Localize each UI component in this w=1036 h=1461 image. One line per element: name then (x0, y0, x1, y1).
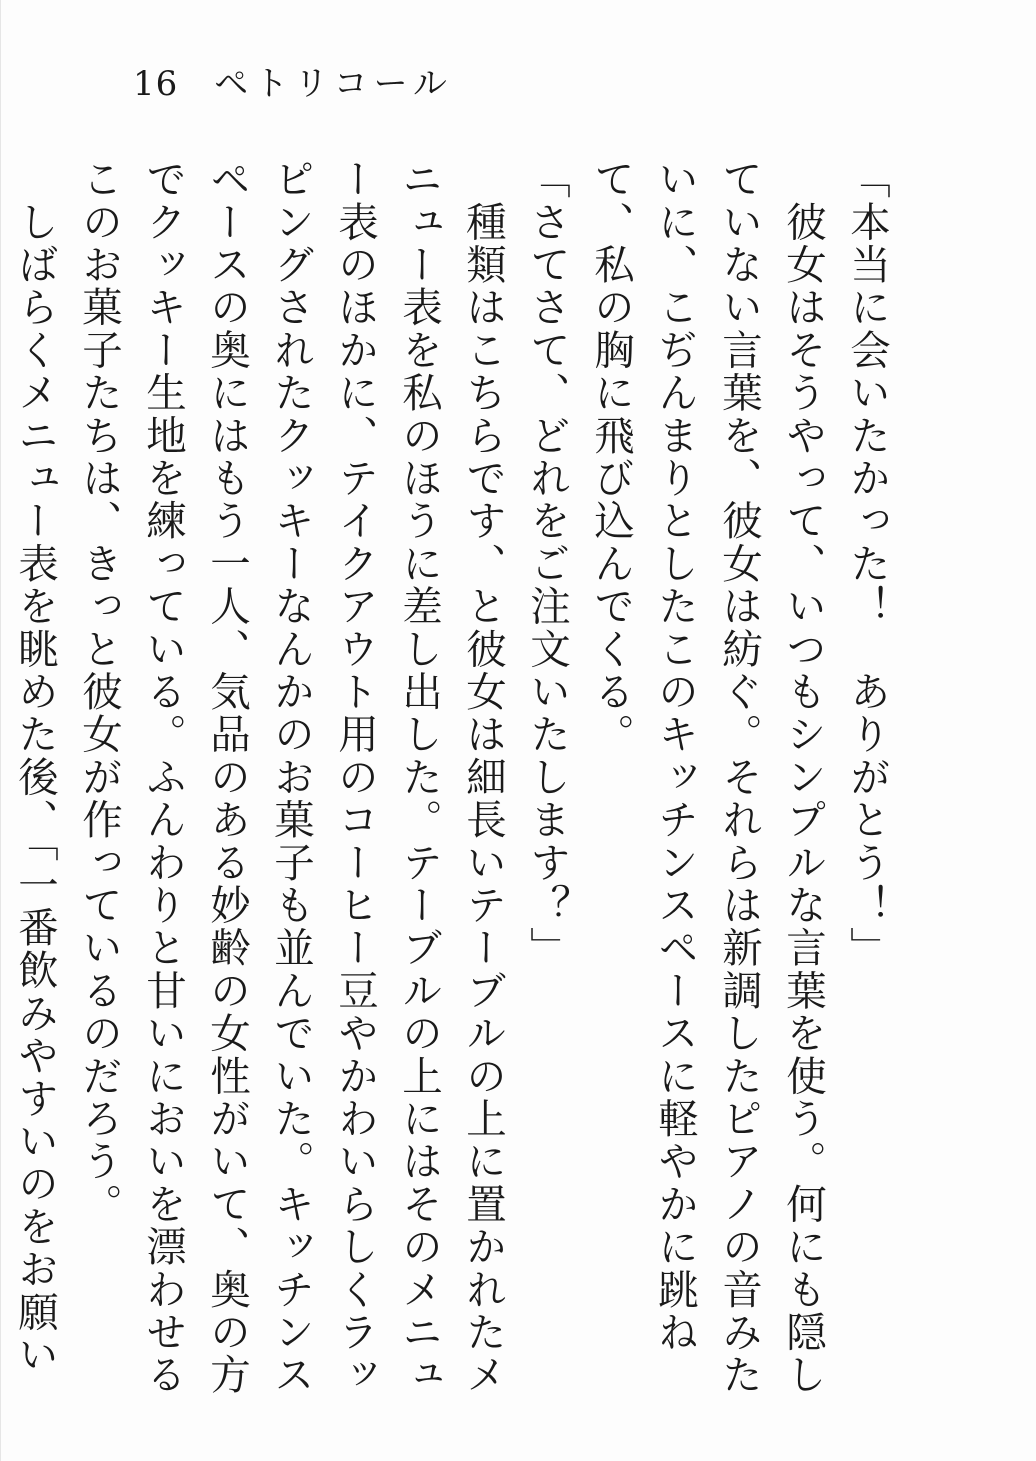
vertical-body-text (11, 158, 899, 1398)
page-header (133, 62, 453, 106)
paragraph-3: しばらくメニュー表を眺めた後、「一番飲みやすいのをお願い (11, 200, 59, 1377)
page-number: 16 (133, 64, 179, 104)
paragraph-dialogue-2: 「さてさて、どれをご注文いたします？」 (523, 158, 571, 970)
paragraph-2: 種類はこちらです、と彼女は細長いテーブルの上に置かれたメニュー表を私のほうに差し出した。テーブルの上にはそのメニュー表のほかに、テイクアウト用のコーヒー豆やかわいらしくラッピングされたクッキーなんかのお菓子も並んでいた。キッチンスペースの奥にはもう一人、気品のある妙齢の女性がいて、奥の方でクッキー生地を練っている。ふんわりと甘いにおいを漂わせるこのお菓子たちは、きっと彼女が作っているのだろう。 (75, 158, 507, 1397)
paragraph-1: 彼女はそうやって、いつもシンプルな言葉を使う。何にも隠していない言葉を、彼女は紡ぐ。それらは新調したピアノの音みたいに、こぢんまりとしたこのキッチンスペースに軽やかに跳ねて、私の胸に飛び込んでくる。 (587, 158, 827, 1397)
running-title: ペトリコール (214, 64, 453, 104)
paragraph-dialogue-1: 「本当に会いたかった！ ありがとう！」 (843, 158, 891, 970)
